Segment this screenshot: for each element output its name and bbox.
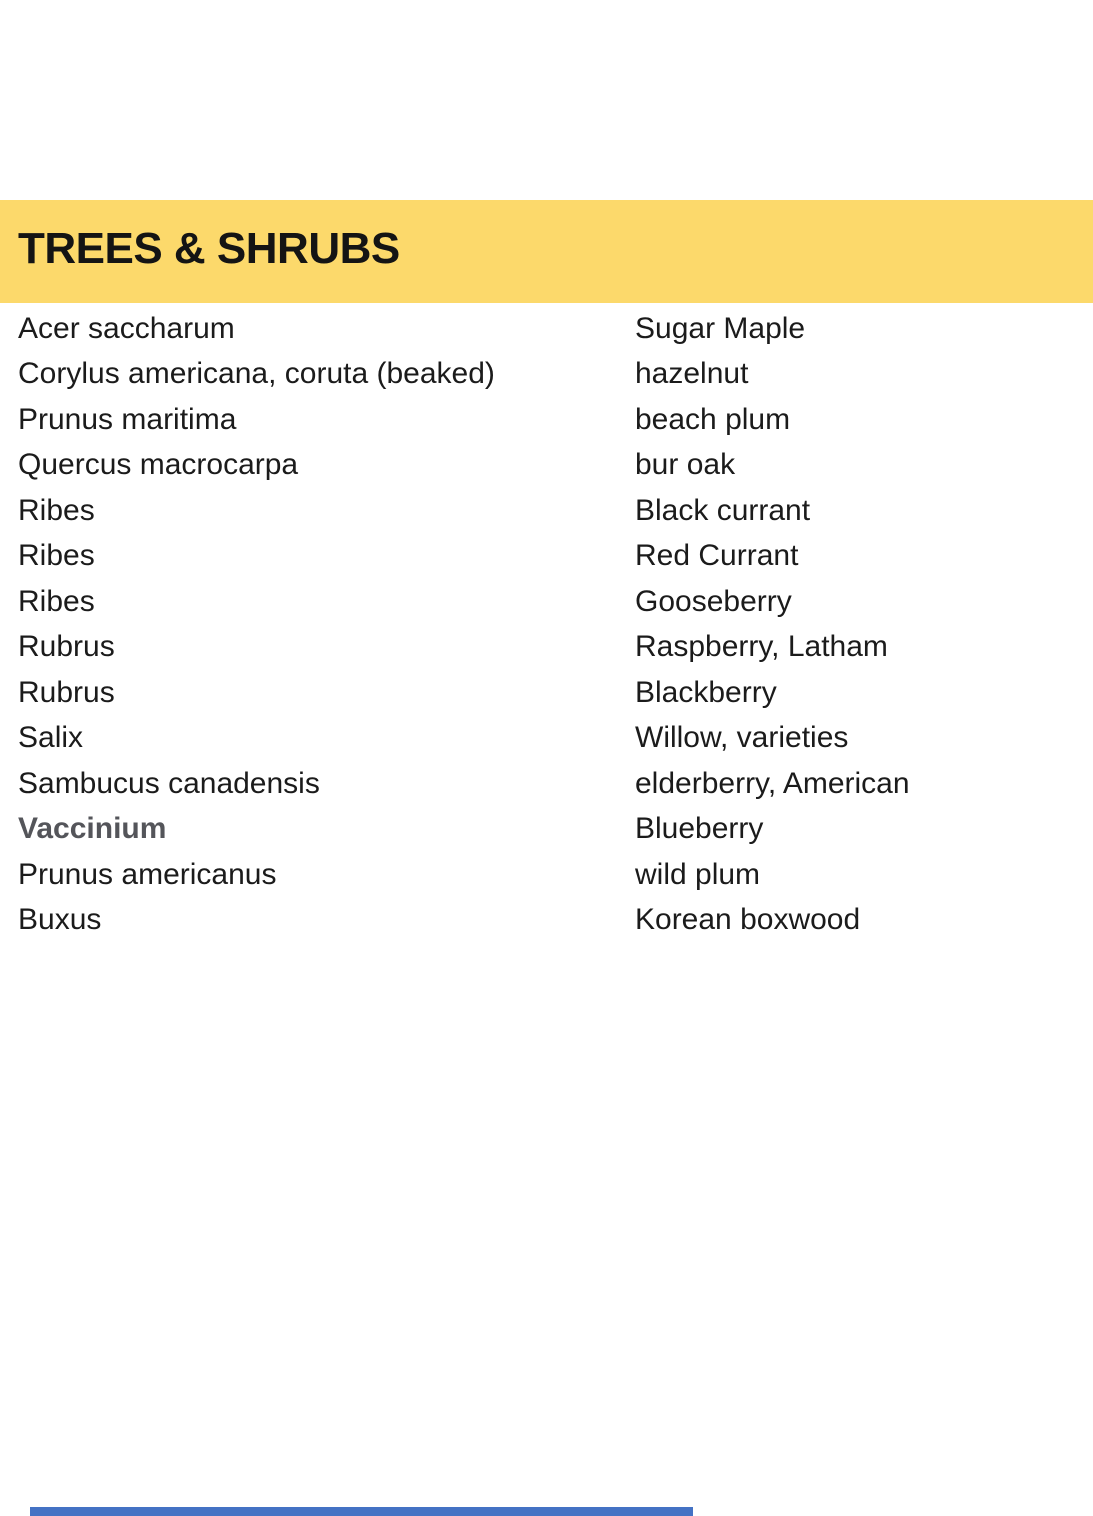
- common-name: Blackberry: [635, 675, 777, 709]
- latin-name: Buxus: [18, 903, 102, 937]
- latin-name: Acer saccharum: [18, 311, 235, 345]
- latin-name: Sambucus canadensis: [18, 766, 320, 800]
- plant-row: [18, 807, 1093, 853]
- plant-row: [18, 716, 1093, 762]
- common-name: Gooseberry: [635, 584, 792, 618]
- plant-row: [18, 898, 1093, 944]
- plant-row: [18, 352, 1093, 398]
- latin-name: Salix: [18, 721, 84, 755]
- section-title: TREES & SHRUBS: [18, 224, 400, 273]
- plant-row: [18, 670, 1093, 716]
- plant-row: [18, 397, 1093, 443]
- latin-name: Corylus americana, coruta (beaked): [18, 357, 495, 391]
- plant-row: [18, 852, 1093, 898]
- plant-row: [18, 443, 1093, 489]
- plant-row: [18, 534, 1093, 580]
- bottom-page-edge-bar: [30, 1507, 693, 1516]
- common-name: Willow, varieties: [635, 721, 849, 755]
- plant-row: [18, 625, 1093, 671]
- latin-name: Quercus macrocarpa: [18, 448, 299, 482]
- section-header-band: [0, 200, 1093, 303]
- common-name: wild plum: [635, 857, 761, 891]
- common-name: Korean boxwood: [635, 903, 861, 937]
- common-name: bur oak: [635, 448, 736, 482]
- common-name: Blueberry: [635, 812, 764, 846]
- latin-name: Ribes: [18, 539, 95, 573]
- latin-name: Vaccinium: [18, 812, 167, 846]
- common-name: Black currant: [635, 493, 811, 527]
- plant-list: [18, 306, 1093, 943]
- latin-name: Rubrus: [18, 675, 115, 709]
- plant-row: [18, 579, 1093, 625]
- latin-name: Ribes: [18, 584, 95, 618]
- common-name: hazelnut: [635, 357, 749, 391]
- latin-name: Ribes: [18, 493, 95, 527]
- latin-name: Prunus americanus: [18, 857, 277, 891]
- plant-row: [18, 761, 1093, 807]
- latin-name: Prunus maritima: [18, 402, 237, 436]
- plant-row: [18, 488, 1093, 534]
- common-name: Red Currant: [635, 539, 799, 573]
- common-name: Sugar Maple: [635, 311, 806, 345]
- latin-name: Rubrus: [18, 630, 115, 664]
- plant-row: [18, 306, 1093, 352]
- common-name: Raspberry, Latham: [635, 630, 888, 664]
- common-name: elderberry, American: [635, 766, 910, 800]
- common-name: beach plum: [635, 402, 791, 436]
